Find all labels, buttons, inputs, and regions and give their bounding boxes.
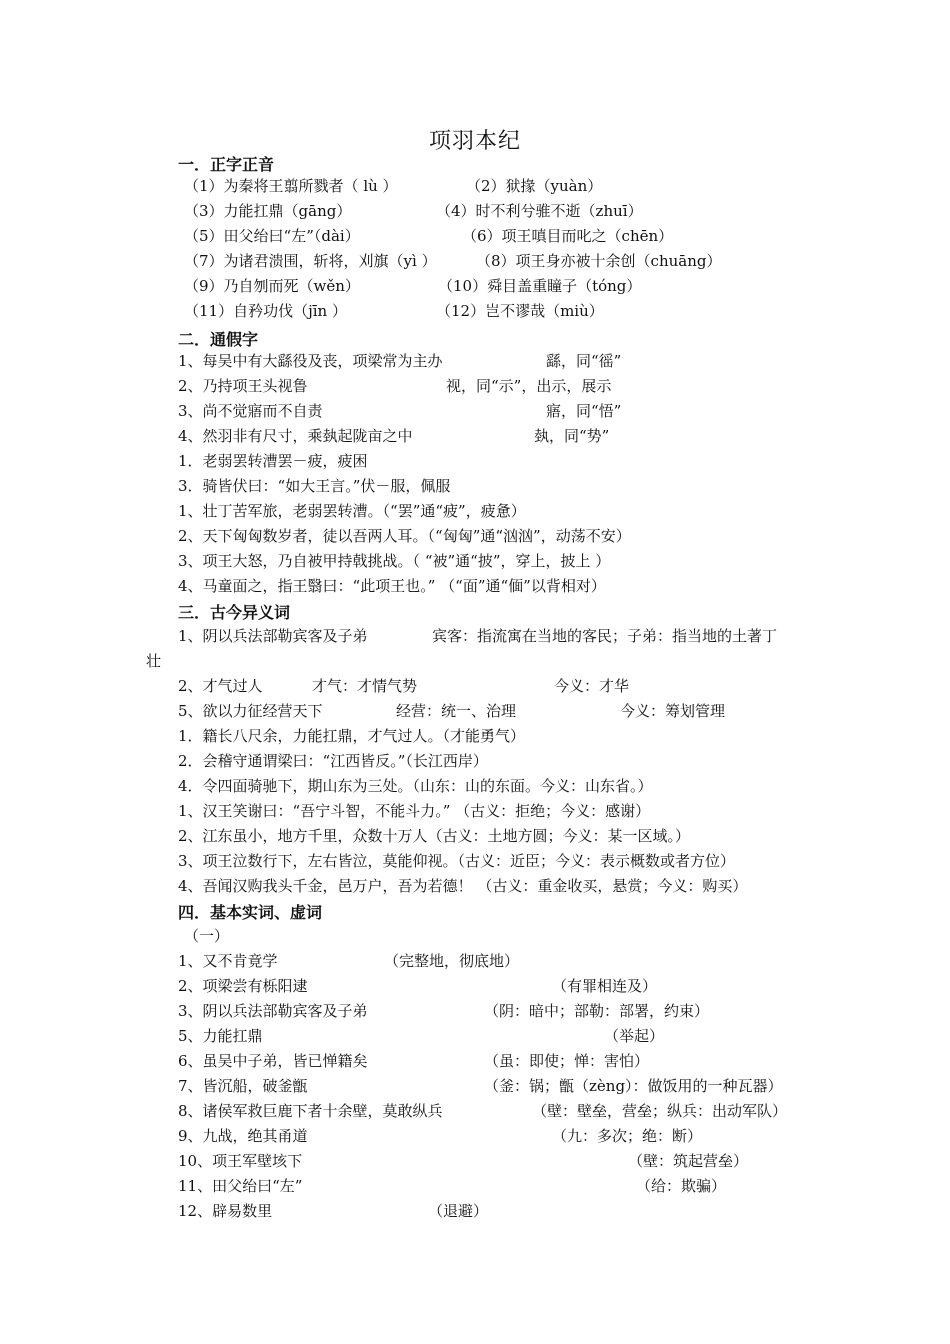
list-item: 4、然羽非有尺寸，乘埶起陇亩之中 — [178, 427, 413, 445]
list-item-note: 视，同“示”，出示，展示 — [446, 377, 612, 395]
list-item-note: （釜：锅；甑（zèng）：做饭用的一种瓦器） — [484, 1077, 783, 1095]
list-item: 2、乃持项王头视鲁 — [178, 377, 308, 395]
pinyin-item: （2）狱掾（yuàn） — [466, 177, 603, 195]
list-item: 5、力能扛鼎 — [178, 1027, 263, 1045]
pinyin-item: （8）项王身亦被十余创（chuāng） — [476, 252, 722, 270]
list-item-note: （虽：即使；惮：害怕） — [484, 1052, 650, 1070]
list-item: 3、阴以兵法部勒宾客及子弟 — [178, 1002, 368, 1020]
pinyin-item: （10）舜目盖重瞳子（tóng） — [438, 277, 642, 295]
section-heading-shici: 四．基本实词、虚词 — [178, 903, 323, 922]
list-item-note: （壁：壁垒，营垒；纵兵：出动军队） — [532, 1102, 788, 1120]
list-item-note: 宾客：指流寓在当地的客民；子弟：指当地的土著丁 — [432, 627, 778, 645]
list-item-note: 繇，同“徭” — [546, 352, 622, 370]
pinyin-item: （12）岂不谬哉（miù） — [436, 302, 604, 320]
pinyin-item: （1）为秦将王翦所戮者（ lù ） — [184, 177, 398, 195]
pinyin-item: （6）项王嗔目而叱之（chēn） — [462, 227, 674, 245]
section-heading-tongjia: 二．通假字 — [178, 330, 259, 349]
section-heading-pronunciation: 一．正字正音 — [178, 155, 275, 174]
pinyin-item: （9）乃自刎而死（wěn） — [184, 277, 360, 295]
list-item: 3、项王泣数行下，左右皆泣，莫能仰视。（古义：近臣；今义：表示概数或者方位） — [178, 852, 736, 870]
list-item-note: 埶，同“势” — [534, 427, 610, 445]
list-item: 2、江东虽小，地方千里，众数十万人（古义：土地方圆；今义：某一区域。） — [178, 827, 691, 845]
list-item-note: 今义：才华 — [554, 677, 630, 695]
list-item: 5、欲以力征经营天下 — [178, 702, 323, 720]
list-item-wrap: 壮 — [146, 652, 162, 670]
list-item: 1、每吴中有大繇役及丧，项梁常为主办 — [178, 352, 443, 370]
pinyin-item: （11）自矜功伐（jīn ） — [184, 302, 347, 320]
pinyin-item: （7）为诸君溃围，斩将，刈旗（yì ） — [184, 252, 437, 270]
list-item: 2、天下匈匈数岁者，徒以吾两人耳。（“匈匈”通“汹汹”，动荡不安） — [178, 527, 631, 545]
list-item-note: （九：多次；绝：断） — [552, 1127, 703, 1145]
list-item: 10、项王军壁垓下 — [178, 1152, 303, 1170]
list-item: 1、汉王笑谢曰：“吾宁斗智，不能斗力。” （古义：拒绝；今义：感谢） — [178, 802, 651, 820]
list-item-note: （完整地，彻底地） — [384, 952, 520, 970]
list-item: 1、阴以兵法部勒宾客及子弟 — [178, 627, 368, 645]
list-item-note: （有罪相连及） — [552, 977, 658, 995]
list-item-note: （阴：暗中；部勒：部署，约束） — [484, 1002, 710, 1020]
list-item: 8、诸侯军救巨鹿下者十余壁，莫敢纵兵 — [178, 1102, 443, 1120]
list-item: 1、又不肯竟学 — [178, 952, 278, 970]
list-item-note: 经营：统一、治理 — [396, 702, 517, 720]
list-item-note: 才气：才情气势 — [312, 677, 418, 695]
list-item: 1、壮丁苦军旅，老弱罢转漕。（“罢”通“疲”，疲惫） — [178, 502, 526, 520]
list-item: 7、皆沉船，破釜甑 — [178, 1077, 308, 1095]
list-item-note: （退避） — [428, 1202, 489, 1220]
list-item-note: 寤，同“悟” — [546, 402, 622, 420]
section-heading-guji: 三．古今异义词 — [178, 603, 291, 622]
page-title: 项羽本纪 — [428, 129, 521, 154]
subsection-label: （一） — [184, 927, 230, 945]
list-item-note: （给：欺骗） — [636, 1177, 727, 1195]
pinyin-item: （5）田父绐曰“左”（dài） — [184, 227, 360, 245]
list-item-note: 今义：筹划管理 — [620, 702, 726, 720]
list-item: 3、项王大怒，乃自被甲持戟挑战。（ “被”通“披”，穿上，披上 ） — [178, 552, 611, 570]
list-item: 1．籍长八尺余，力能扛鼎，才气过人。（才能勇气） — [178, 727, 526, 745]
list-item: 1．老弱罢转漕罢－疲，疲困 — [178, 452, 368, 470]
list-item: 11、田父绐曰“左” — [178, 1177, 303, 1195]
list-item: 12、辟易数里 — [178, 1202, 273, 1220]
list-item-note: （壁：筑起营垒） — [628, 1152, 749, 1170]
list-item: 3．骑皆伏曰：“如大王言。”伏－服，佩服 — [178, 477, 451, 495]
list-item: 6、虽吴中子弟，皆已惮籍矣 — [178, 1052, 368, 1070]
pinyin-item: （3）力能扛鼎（gāng） — [184, 202, 352, 220]
pinyin-item: （4）时不利兮骓不逝（zhuī） — [436, 202, 643, 220]
list-item: 2、项梁尝有栎阳逮 — [178, 977, 308, 995]
list-item: 4、马童面之，指王翳曰：“此项王也。” （“面”通“偭”以背相对） — [178, 577, 606, 595]
list-item: 3、尚不觉寤而不自责 — [178, 402, 323, 420]
list-item-note: （举起） — [604, 1027, 665, 1045]
list-item: 9、九战，绝其甬道 — [178, 1127, 308, 1145]
list-item: 4．令四面骑驰下，期山东为三处。（山东：山的东面。今义：山东省。） — [178, 777, 653, 795]
list-item: 2、才气过人 — [178, 677, 263, 695]
list-item: 4、吾闻汉购我头千金，邑万户，吾为若德！ （古义：重金收买，悬赏；今义：购买） — [178, 877, 748, 895]
list-item: 2．会稽守通谓梁曰：“江西皆反。”（长江西岸） — [178, 752, 488, 770]
